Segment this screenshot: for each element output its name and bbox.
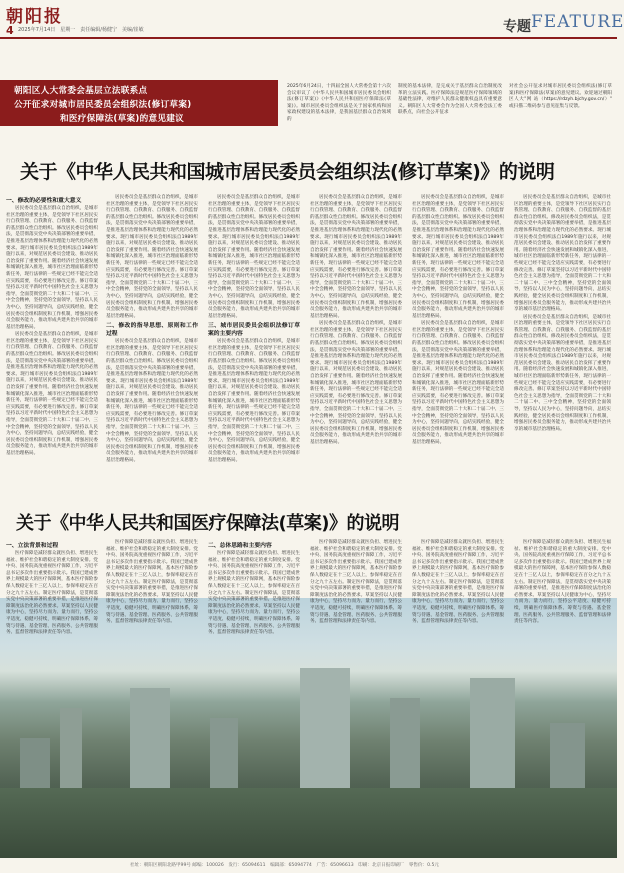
article-2-text: 医疗保障是减轻群众就医负担、增进民生福祉、维护社会和谐稳定的重大制度安排。党中央、国务院高度重视医疗保障工作，习近平总书记多次作出重要指示批示。我国已建成世界上规模最大的医疗保障网，基本医疗保险参保人数稳定在十三亿人以上，参保率稳定在百分之九十五左右。制定医疗保障法，是贯彻落实党中央决策部署的重要举措，是推进医疗保障制度法治化的必然要求。草案坚持以人民健康为中心，坚持尽力而为、量力而行，坚持公平适度、稳健可持续，明确医疗保障体系、筹资与待遇、基金管理、医药服务、公共管理服务、监督管理和法律责任等内容。 (6, 551, 98, 636)
article-1-text: 居民委员会是基层群众自治组织，是城市社区治理的重要主体，是党领导下社区居民实行自我管理、自我教育、自我服务、自我监督的基层群众性自治组织。修改居民委员会组织法，是贯彻落实党中央决策部署的重要举措，是推进基层治理体系和治理能力现代化的必然要求。现行城市居民委员会组织法自1989年施行以来，对规范居民委员会建设、推动居民自治发挥了重要作用。随着经济社会快速发展和城镇化深入推进，城市社区治理面临新形势新任务，现行法律的一些规定已经不能完全适应实践需要，有必要进行修改完善。修订草案坚持以习近平新时代中国特色社会主义思想为指导，全面贯彻党的二十大和二十届二中、三中全会精神，坚持党的全面领导，坚持以人民为中心，坚持问题导向，总结实践经验，健全居民委员会组织制度和工作机制，增强居民委员会服务能力，推动形成共建共治共享的城市基层治理格局。 (514, 195, 611, 313)
article-1-text: 居民委员会是基层群众自治组织，是城市社区治理的重要主体，是党领导下社区居民实行自我管理、自我教育、自我服务、自我监督的基层群众性自治组织。修改居民委员会组织法，是贯彻落实党中央决策部署的重要举措，是推进基层治理体系和治理能力现代化的必然要求。现行城市居民委员会组织法自1989年施行以来，对规范居民委员会建设、推动居民自治发挥了重要作用。随着经济社会快速发展和城镇化深入推进，城市社区治理面临新形势新任务，现行法律的一些规定已经不能完全适应实践需要，有必要进行修改完善。修订草案坚持以习近平新时代中国特色社会主义思想为指导，全面贯彻党的二十大和二十届二中、三中全会精神，坚持党的全面领导，坚持以人民为中心，坚持问题导向，总结实践经验，健全居民委员会组织制度和工作机制，增强居民委员会服务能力，推动形成共建共治共享的城市基层治理格局。 (310, 321, 402, 445)
article-2-col-1 (6, 540, 98, 675)
headline-banner (0, 80, 278, 126)
article-2-title: 关于《中华人民共和国医疗保障法(草案)》的说明 (16, 513, 399, 534)
newspaper-logo: 朝阳报 (6, 7, 63, 27)
article-1-text: 居民委员会是基层群众自治组织，是城市社区治理的重要主体，是党领导下社区居民实行自我管理、自我教育、自我服务、自我监督的基层群众性自治组织。修改居民委员会组织法，是贯彻落实党中央决策部署的重要举措，是推进基层治理体系和治理能力现代化的必然要求。现行城市居民委员会组织法自1989年施行以来，对规范居民委员会建设、推动居民自治发挥了重要作用。随着经济社会快速发展和城镇化深入推进，城市社区治理面临新形势新任务，现行法律的一些规定已经不能完全适应实践需要，有必要进行修改完善。修订草案坚持以习近平新时代中国特色社会主义思想为指导，全面贯彻党的二十大和二十届二中、三中全会精神，坚持党的全面领导，坚持以人民为中心，坚持问题导向，总结实践经验，健全居民委员会组织制度和工作机制，增强居民委员会服务能力，推动形成共建共治共享的城市基层治理格局。 (106, 339, 198, 463)
banner-line-3: 和医疗保障法(草案)的意见建议 (60, 114, 185, 124)
article-2-text: 医疗保障是减轻群众就医负担、增进民生福祉、维护社会和谐稳定的重大制度安排。党中央、国务院高度重视医疗保障工作，习近平总书记多次作出重要指示批示。我国已建成世界上规模最大的医疗保障网，基本医疗保险参保人数稳定在十三亿人以上，参保率稳定在百分之九十五左右。制定医疗保障法，是贯彻落实党中央决策部署的重要举措，是推进医疗保障制度法治化的必然要求。草案坚持以人民健康为中心，坚持尽力而为、量力而行，坚持公平适度、稳健可持续，明确医疗保障体系、筹资与待遇、基金管理、医药服务、公共管理服务、监督管理和法律责任等内容。 (208, 551, 300, 636)
article-2-col-2 (106, 540, 198, 675)
section-name: 专题 (503, 19, 531, 35)
article-1-text: 居民委员会是基层群众自治组织，是城市社区治理的重要主体，是党领导下社区居民实行自我管理、自我教育、自我服务、自我监督的基层群众性自治组织。修改居民委员会组织法，是贯彻落实党中央决策部署的重要举措，是推进基层治理体系和治理能力现代化的必然要求。现行城市居民委员会组织法自1989年施行以来，对规范居民委员会建设、推动居民自治发挥了重要作用。随着经济社会快速发展和城镇化深入推进，城市社区治理面临新形势新任务，现行法律的一些规定已经不能完全适应实践需要，有必要进行修改完善。修订草案坚持以习近平新时代中国特色社会主义思想为指导，全面贯彻党的二十大和二十届二中、三中全会精神，坚持党的全面领导，坚持以人民为中心，坚持问题导向，总结实践经验，健全居民委员会组织制度和工作机制，增强居民委员会服务能力，推动形成共建共治共享的城市基层治理格局。 (6, 206, 98, 330)
article-1-col-1 (6, 195, 98, 455)
issue-meta: 2025年7月14日 星期一 责任编辑/杨健宁 美编/崔敏 (18, 27, 144, 33)
article-2-text: 医疗保障是减轻群众就医负担、增进民生福祉、维护社会和谐稳定的重大制度安排。党中央、国务院高度重视医疗保障工作，习近平总书记多次作出重要指示批示。我国已建成世界上规模最大的医疗保障网，基本医疗保险参保人数稳定在十三亿人以上，参保率稳定在百分之九十五左右。制定医疗保障法，是贯彻落实党中央决策部署的重要举措，是推进医疗保障制度法治化的必然要求。草案坚持以人民健康为中心，坚持尽力而为、量力而行，坚持公平适度、稳健可持续，明确医疗保障体系、筹资与待遇、基金管理、医药服务、公共管理服务、监督管理和法律责任等内容。 (412, 540, 504, 625)
article-2-text: 医疗保障是减轻群众就医负担、增进民生福祉、维护社会和谐稳定的重大制度安排。党中央、国务院高度重视医疗保障工作，习近平总书记多次作出重要指示批示。我国已建成世界上规模最大的医疗保障网，基本医疗保险参保人数稳定在十三亿人以上，参保率稳定在百分之九十五左右。制定医疗保障法，是贯彻落实党中央决策部署的重要举措，是推进医疗保障制度法治化的必然要求。草案坚持以人民健康为中心，坚持尽力而为、量力而行，坚持公平适度、稳健可持续，明确医疗保障体系、筹资与待遇、基金管理、医药服务、公共管理服务、监督管理和法律责任等内容。 (106, 540, 198, 625)
article-1-text: 居民委员会是基层群众自治组织，是城市社区治理的重要主体，是党领导下社区居民实行自我管理、自我教育、自我服务、自我监督的基层群众性自治组织。修改居民委员会组织法，是贯彻落实党中央决策部署的重要举措，是推进基层治理体系和治理能力现代化的必然要求。现行城市居民委员会组织法自1989年施行以来，对规范居民委员会建设、推动居民自治发挥了重要作用。随着经济社会快速发展和城镇化深入推进，城市社区治理面临新形势新任务，现行法律的一些规定已经不能完全适应实践需要，有必要进行修改完善。修订草案坚持以习近平新时代中国特色社会主义思想为指导，全面贯彻党的二十大和二十届二中、三中全会精神，坚持党的全面领导，坚持以人民为中心，坚持问题导向，总结实践经验，健全居民委员会组织制度和工作机制，增强居民委员会服务能力，推动形成共建共治共享的城市基层治理格局。 (310, 195, 402, 319)
article-1-text: 居民委员会是基层群众自治组织，是城市社区治理的重要主体，是党领导下社区居民实行自我管理、自我教育、自我服务、自我监督的基层群众性自治组织。修改居民委员会组织法，是贯彻落实党中央决策部署的重要举措，是推进基层治理体系和治理能力现代化的必然要求。现行城市居民委员会组织法自1989年施行以来，对规范居民委员会建设、推动居民自治发挥了重要作用。随着经济社会快速发展和城镇化深入推进，城市社区治理面临新形势新任务，现行法律的一些规定已经不能完全适应实践需要，有必要进行修改完善。修订草案坚持以习近平新时代中国特色社会主义思想为指导，全面贯彻党的二十大和二十届二中、三中全会精神，坚持党的全面领导，坚持以人民为中心，坚持问题导向，总结实践经验，健全居民委员会组织制度和工作机制，增强居民委员会服务能力，推动形成共建共治共享的城市基层治理格局。 (106, 195, 198, 319)
banner-line-1: 朝阳区人大常委会基层立法联系点 (14, 86, 148, 96)
article-2-body (6, 540, 611, 675)
intro-col-1: 2025年6月24日，十四届全国人大常委会第十六次会议审议了《中华人民共和国城市居民委员会组织法(修订草案)》《中华人民共和国医疗保障法(草案)》。城市居民委员会组织法是关于国家机构和国家政权建设的基本法律，是我国基层群众自治领域的 (287, 84, 391, 122)
article-2-text: 医疗保障是减轻群众就医负担、增进民生福祉、维护社会和谐稳定的重大制度安排。党中央、国务院高度重视医疗保障工作，习近平总书记多次作出重要指示批示。我国已建成世界上规模最大的医疗保障网，基本医疗保险参保人数稳定在十三亿人以上，参保率稳定在百分之九十五左右。制定医疗保障法，是贯彻落实党中央决策部署的重要举措，是推进医疗保障制度法治化的必然要求。草案坚持以人民健康为中心，坚持尽力而为、量力而行，坚持公平适度、稳健可持续，明确医疗保障体系、筹资与待遇、基金管理、医药服务、公共管理服务、监督管理和法律责任等内容。 (310, 540, 402, 625)
intro-col-2: 制度的基本法律，是完成关于基层群众自治制度改革的立法实践。医疗保障法是规范医疗保障领域的基础性法律，对维护人民群众健康权益具有重要意义。朝阳区人大常委会作为全国人大常委会法工委联系点，向社会公开征求 (398, 84, 502, 116)
article-1-body (6, 195, 611, 463)
article-2-heading-1: 一、立法背景和过程 (6, 543, 59, 549)
article-1-text: 居民委员会是基层群众自治组织，是城市社区治理的重要主体，是党领导下社区居民实行自我管理、自我教育、自我服务、自我监督的基层群众性自治组织。修改居民委员会组织法，是贯彻落实党中央决策部署的重要举措，是推进基层治理体系和治理能力现代化的必然要求。现行城市居民委员会组织法自1989年施行以来，对规范居民委员会建设、推动居民自治发挥了重要作用。随着经济社会快速发展和城镇化深入推进，城市社区治理面临新形势新任务，现行法律的一些规定已经不能完全适应实践需要，有必要进行修改完善。修订草案坚持以习近平新时代中国特色社会主义思想为指导，全面贯彻党的二十大和二十届二中、三中全会精神，坚持党的全面领导，坚持以人民为中心，坚持问题导向，总结实践经验，健全居民委员会组织制度和工作机制，增强居民委员会服务能力，推动形成共建共治共享的城市基层治理格局。 (412, 195, 504, 319)
article-1-heading-1: 一、修改的必要性和重大意义 (6, 198, 82, 204)
article-2-text: 医疗保障是减轻群众就医负担、增进民生福祉、维护社会和谐稳定的重大制度安排。党中央、国务院高度重视医疗保障工作，习近平总书记多次作出重要指示批示。我国已建成世界上规模最大的医疗保障网，基本医疗保险参保人数稳定在十三亿人以上，参保率稳定在百分之九十五左右。制定医疗保障法，是贯彻落实党中央决策部署的重要举措，是推进医疗保障制度法治化的必然要求。草案坚持以人民健康为中心，坚持尽力而为、量力而行，坚持公平适度、稳健可持续，明确医疗保障体系、筹资与待遇、基金管理、医药服务、公共管理服务、监督管理和法律责任等内容。 (514, 540, 611, 625)
article-2-col-4 (310, 540, 402, 675)
article-1-text: 居民委员会是基层群众自治组织，是城市社区治理的重要主体，是党领导下社区居民实行自我管理、自我教育、自我服务、自我监督的基层群众性自治组织。修改居民委员会组织法，是贯彻落实党中央决策部署的重要举措，是推进基层治理体系和治理能力现代化的必然要求。现行城市居民委员会组织法自1989年施行以来，对规范居民委员会建设、推动居民自治发挥了重要作用。随着经济社会快速发展和城镇化深入推进，城市社区治理面临新形势新任务，现行法律的一些规定已经不能完全适应实践需要，有必要进行修改完善。修订草案坚持以习近平新时代中国特色社会主义思想为指导，全面贯彻党的二十大和二十届二中、三中全会精神，坚持党的全面领导，坚持以人民为中心，坚持问题导向，总结实践经验，健全居民委员会组织制度和工作机制，增强居民委员会服务能力，推动形成共建共治共享的城市基层治理格局。 (514, 314, 611, 432)
article-1-col-4 (310, 195, 402, 455)
tree-line (0, 788, 617, 858)
article-2-col-5 (412, 540, 504, 675)
article-1-text: 居民委员会是基层群众自治组织，是城市社区治理的重要主体，是党领导下社区居民实行自我管理、自我教育、自我服务、自我监督的基层群众性自治组织。修改居民委员会组织法，是贯彻落实党中央决策部署的重要举措，是推进基层治理体系和治理能力现代化的必然要求。现行城市居民委员会组织法自1989年施行以来，对规范居民委员会建设、推动居民自治发挥了重要作用。随着经济社会快速发展和城镇化深入推进，城市社区治理面临新形势新任务，现行法律的一些规定已经不能完全适应实践需要，有必要进行修改完善。修订草案坚持以习近平新时代中国特色社会主义思想为指导，全面贯彻党的二十大和二十届二中、三中全会精神，坚持党的全面领导，坚持以人民为中心，坚持问题导向，总结实践经验，健全居民委员会组织制度和工作机制，增强居民委员会服务能力，推动形成共建共治共享的城市基层治理格局。 (208, 195, 300, 319)
article-1-text: 居民委员会是基层群众自治组织，是城市社区治理的重要主体，是党领导下社区居民实行自我管理、自我教育、自我服务、自我监督的基层群众性自治组织。修改居民委员会组织法，是贯彻落实党中央决策部署的重要举措，是推进基层治理体系和治理能力现代化的必然要求。现行城市居民委员会组织法自1989年施行以来，对规范居民委员会建设、推动居民自治发挥了重要作用。随着经济社会快速发展和城镇化深入推进，城市社区治理面临新形势新任务，现行法律的一些规定已经不能完全适应实践需要，有必要进行修改完善。修订草案坚持以习近平新时代中国特色社会主义思想为指导，全面贯彻党的二十大和二十届二中、三中全会精神，坚持党的全面领导，坚持以人民为中心，坚持问题导向，总结实践经验，健全居民委员会组织制度和工作机制，增强居民委员会服务能力，推动形成共建共治共享的城市基层治理格局。 (6, 332, 98, 456)
header-rule (0, 37, 617, 39)
intro-block (287, 84, 612, 130)
article-1-heading-2: 二、修改的指导思想、原则和工作过程 (106, 323, 198, 338)
article-1-text: 居民委员会是基层群众自治组织，是城市社区治理的重要主体，是党领导下社区居民实行自我管理、自我教育、自我服务、自我监督的基层群众性自治组织。修改居民委员会组织法，是贯彻落实党中央决策部署的重要举措，是推进基层治理体系和治理能力现代化的必然要求。现行城市居民委员会组织法自1989年施行以来，对规范居民委员会建设、推动居民自治发挥了重要作用。随着经济社会快速发展和城镇化深入推进，城市社区治理面临新形势新任务，现行法律的一些规定已经不能完全适应实践需要，有必要进行修改完善。修订草案坚持以习近平新时代中国特色社会主义思想为指导，全面贯彻党的二十大和二十届二中、三中全会精神，坚持党的全面领导，坚持以人民为中心，坚持问题导向，总结实践经验，健全居民委员会组织制度和工作机制，增强居民委员会服务能力，推动形成共建共治共享的城市基层治理格局。 (208, 339, 300, 463)
banner-line-2: 公开征求对城市居民委员会组织法(修订草案) (14, 100, 192, 110)
page-number: 4 (6, 24, 14, 37)
article-2-col-6 (514, 540, 611, 675)
section-feature: FEATURE (531, 12, 624, 32)
page-footer: 社址：朝阳区朝阳北路甲99号 邮编：100026 发行：65094611 编辑部：65094774 广告：65096613 印刷：北京日报印刷厂 零售价：0.5元 (0, 859, 617, 873)
article-1-text: 居民委员会是基层群众自治组织，是城市社区治理的重要主体，是党领导下社区居民实行自我管理、自我教育、自我服务、自我监督的基层群众性自治组织。修改居民委员会组织法，是贯彻落实党中央决策部署的重要举措，是推进基层治理体系和治理能力现代化的必然要求。现行城市居民委员会组织法自1989年施行以来，对规范居民委员会建设、推动居民自治发挥了重要作用。随着经济社会快速发展和城镇化深入推进，城市社区治理面临新形势新任务，现行法律的一些规定已经不能完全适应实践需要，有必要进行修改完善。修订草案坚持以习近平新时代中国特色社会主义思想为指导，全面贯彻党的二十大和二十届二中、三中全会精神，坚持党的全面领导，坚持以人民为中心，坚持问题导向，总结实践经验，健全居民委员会组织制度和工作机制，增强居民委员会服务能力，推动形成共建共治共享的城市基层治理格局。 (412, 321, 504, 445)
article-2-col-3 (208, 540, 300, 675)
article-1-col-2 (106, 195, 198, 463)
article-1-col-6 (514, 195, 611, 455)
article-1-heading-3: 三、城市居民委员会组织法修订草案的主要内容 (208, 323, 300, 338)
intro-col-3: 对社会公开征求对城市居民委员会组织法(修订草案)和医疗保障法(草案)的意见建议。欢迎通过朝阳区人大"网 站（https://rdzyh.bjchy.gov.cn/）" 或扫描二维码参与意见征集与反馈。 (509, 84, 612, 109)
article-1-col-5 (412, 195, 504, 455)
article-2-heading-2: 二、总体思路和主要内容 (208, 543, 272, 549)
masthead (0, 0, 624, 40)
article-1-title: 关于《中华人民共和国城市居民委员会组织法(修订草案)》的说明 (20, 161, 555, 183)
article-1-col-3 (208, 195, 300, 463)
